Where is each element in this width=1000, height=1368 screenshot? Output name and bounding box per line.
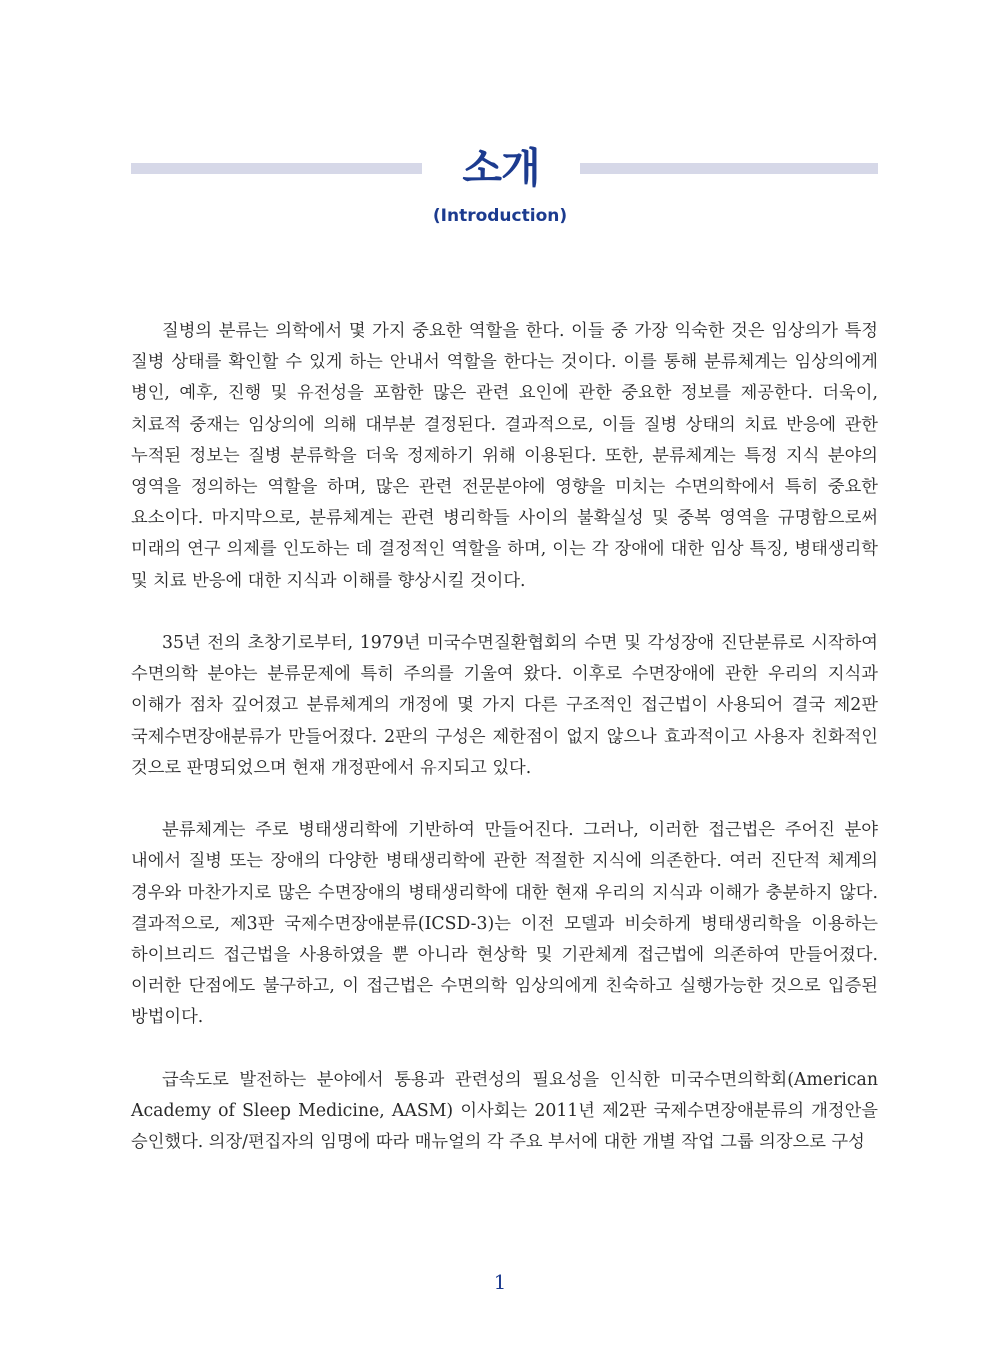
chapter-title: 소개 [462,144,540,192]
body-text [131,316,878,1190]
page-number: 1 [493,1270,507,1294]
chapter-header [0,138,1000,248]
paragraph-4: 급속도로 발전하는 분야에서 통용과 관련성의 필요성을 인식한 미국수면의학회(American Academy of Sleep Medicine, AASM) 이사회는 2011년 제2판 국제수면장애분류의 개정안을 승인했다. 의장/편집자의 임명에 따라 매뉴얼의 각 주요 부서에 대한 개별 작업 그룹 의장으로 구성 [131,1069,878,1153]
header-rule-left [131,163,422,174]
paragraph-3: 분류체계는 주로 병태생리학에 기반하여 만들어진다. 그러나, 이러한 접근법은 주어진 분야 내에서 질병 또는 장애의 다양한 병태생리학에 관한 적절한 지식에 의존한다. 여러 진단적 체계의 경우와 마찬가지로 많은 수면장애의 병태생리학에 대한 현재 우리의 지식과 이해가 충분하지 않다. 결과적으로, 제3판 국제수면장애분류(ICSD-3)는 이전 모델과 비슷하게 병태생리학을 이용하는 하이브리드 접근법을 사용하였을 뿐 아니라 현상학 및 기관체계 접근법에 의존하여 만들어졌다. 이러한 단점에도 불구하고, 이 접근법은 수면의학 임상의에게 친숙하고 실행가능한 것으로 입증된 방법이다. [131,820,878,1028]
paragraph-1: 질병의 분류는 의학에서 몇 가지 중요한 역할을 한다. 이들 중 가장 익숙한 것은 임상의가 특정 질병 상태를 확인할 수 있게 하는 안내서 역할을 한다는 것이다. 이를 통해 분류체계는 임상의에게 병인, 예후, 진행 및 유전성을 포함한 많은 관련 요인에 관한 중요한 정보를 제공한다. 더욱이, 치료적 중재는 임상의에 의해 대부분 결정된다. 결과적으로, 이들 질병 상태의 치료 반응에 관한 누적된 정보는 질병 분류학을 더욱 정제하기 위해 이용된다. 또한, 분류체계는 특정 지식 분야의 영역을 정의하는 역할을 하며, 많은 관련 전문분야에 영향을 미치는 수면의학에서 특히 중요한 요소이다. 마지막으로, 분류체계는 관련 병리학들 사이의 불확실성 및 중복 영역을 규명함으로써 미래의 연구 의제를 인도하는 데 결정적인 역할을 하며, 이는 각 장애에 대한 임상 특징, 병태생리학 및 치료 반응에 대한 지식과 이해를 향상시킬 것이다. [131,321,878,591]
chapter-subtitle: (Introduction) [432,206,568,226]
header-rule-right [580,163,878,174]
paragraph-2: 35년 전의 초창기로부터, 1979년 미국수면질환협회의 수면 및 각성장애 진단분류로 시작하여 수면의학 분야는 분류문제에 특히 주의를 기울여 왔다. 이후로 수면장애에 관한 우리의 지식과 이해가 점차 깊어졌고 분류체계의 개정에 몇 가지 다른 구조적인 접근법이 사용되어 결국 제2판 국제수면장애분류가 만들어졌다. 2판의 구성은 제한점이 없지 않으나 효과적이고 사용자 친화적인 것으로 판명되었으며 현재 개정판에서 유지되고 있다. [131,633,878,778]
